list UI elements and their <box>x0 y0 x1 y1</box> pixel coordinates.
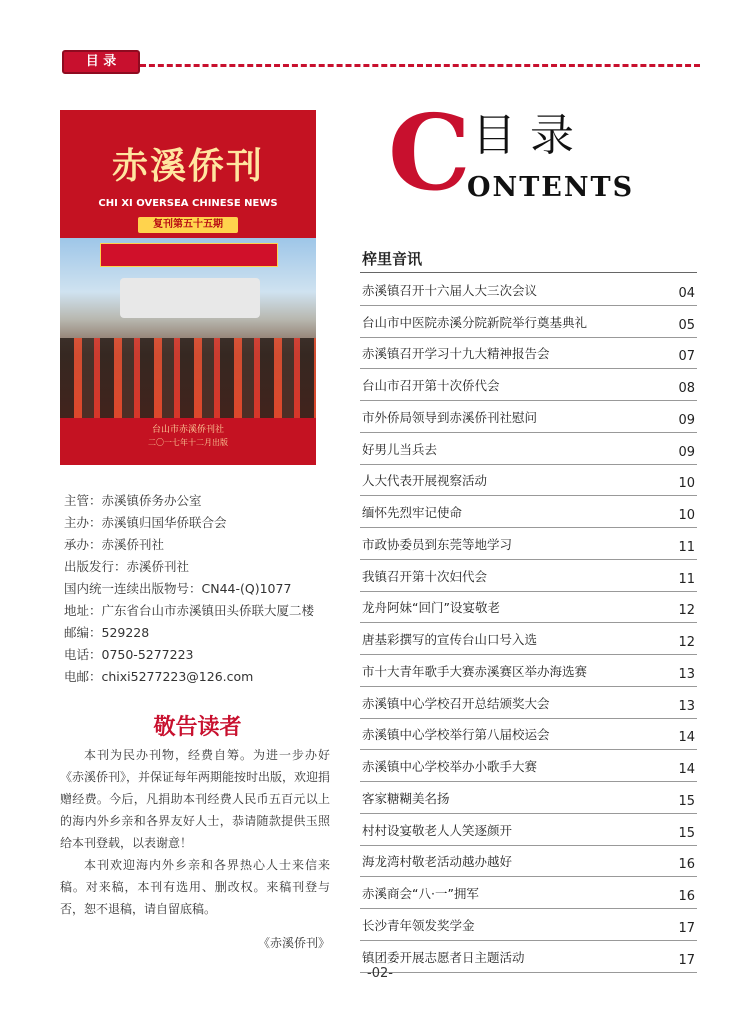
toc-row[interactable] <box>360 877 697 909</box>
toc-title: 人大代表开展视察活动 <box>362 473 488 489</box>
cover-subtitle: CHI XI OVERSEA CHINESE NEWS <box>98 198 278 209</box>
header-rule <box>140 64 700 67</box>
toc-title: 台山市中医院赤溪分院新院举行奠基典礼 <box>362 314 588 330</box>
toc-page: 10 <box>678 508 695 523</box>
toc-page: 09 <box>678 444 695 460</box>
toc-title: 我镇召开第十次妇代会 <box>362 568 488 584</box>
page-number: -02- <box>367 966 393 981</box>
toc-title: 村村设宴敬老人人笑逐颜开 <box>362 822 513 838</box>
toc-page: 15 <box>678 793 695 809</box>
notice-body <box>60 744 330 920</box>
toc-row[interactable] <box>360 846 697 878</box>
toc-row[interactable] <box>360 560 697 592</box>
toc-page: 07 <box>678 349 695 365</box>
toc-title: 赤溪镇中心学校举行第八届校运会 <box>362 727 550 743</box>
info-email: 电邮：chixi5277223@126.com <box>64 669 254 684</box>
toc-row[interactable] <box>360 274 697 306</box>
toc-row[interactable] <box>360 782 697 814</box>
toc-page: 17 <box>678 952 695 968</box>
notice-signature: 《赤溪侨刊》 <box>257 936 330 950</box>
toc-row[interactable] <box>360 592 697 624</box>
toc-row[interactable] <box>360 719 697 751</box>
cover-photo <box>60 238 316 418</box>
info-postcode: 邮编：529228 <box>64 625 150 640</box>
audience-crowd <box>60 338 316 418</box>
building-model <box>120 278 260 318</box>
toc-page: 16 <box>678 857 695 873</box>
info-supervisor: 主管：赤溪镇侨务办公室 <box>64 493 202 508</box>
toc-row[interactable] <box>360 623 697 655</box>
toc-page: 13 <box>678 666 695 682</box>
toc-title: 赤溪镇中心学校举办小歌手大赛 <box>362 759 538 774</box>
info-publisher: 出版发行：赤溪侨刊社 <box>64 559 190 574</box>
header-tab: 目 录 <box>62 50 140 74</box>
toc-page: 13 <box>678 698 695 714</box>
toc-title: 海龙湾村敬老活动越办越好 <box>362 854 513 870</box>
toc-page: 16 <box>678 889 695 904</box>
toc-title: 赤溪镇召开十六届人大三次会议 <box>362 282 538 298</box>
toc-row[interactable] <box>360 465 697 497</box>
notice-paragraph: 本刊为民办刊物，经费自筹。为进一步办好《赤溪侨刊》，并保证每年两期能按时出版，欢迎捐赠经费。今后，凡捐助本刊经费人民币五百元以上的海内外乡亲和各界友好人士，恭请随款提供玉照给本刊登载，以表谢意！ <box>60 748 331 850</box>
notice-paragraph: 本刊欢迎海内外乡亲和各界热心人士来信来稿。对来稿，本刊有选用、删改权。来稿刊登与否，恕不退稿，请自留底稿。 <box>60 858 330 916</box>
cover-date: 二〇一七年十二月出版 <box>148 438 228 447</box>
toc-page: 14 <box>678 730 695 746</box>
cover-image <box>60 110 316 465</box>
toc-title: 赤溪镇中心学校召开总结颁奖大会 <box>362 695 550 711</box>
section-rule <box>360 272 697 273</box>
toc-page: 17 <box>678 920 695 936</box>
toc-row[interactable] <box>360 814 697 846</box>
contents-big-letter: C <box>388 91 471 214</box>
toc-row[interactable] <box>360 369 697 401</box>
toc-page: 14 <box>678 762 695 777</box>
toc-row[interactable] <box>360 687 697 719</box>
toc-row[interactable] <box>360 433 697 465</box>
toc-row[interactable] <box>360 909 697 941</box>
info-address: 地址：广东省台山市赤溪镇田头侨联大厦二楼 <box>64 603 315 618</box>
toc-page: 12 <box>678 635 695 650</box>
toc-page: 11 <box>678 571 695 587</box>
toc-title: 市外侨局领导到赤溪侨刊社慰问 <box>362 409 538 425</box>
toc-title: 好男儿当兵去 <box>362 441 438 457</box>
toc-row[interactable] <box>360 401 697 433</box>
contents-title-cn: 目录 <box>472 110 588 161</box>
cover-publisher: 台山市赤溪侨刊社 <box>151 425 224 435</box>
cover-issue: 复刊第五十五期 <box>138 217 238 233</box>
toc-title: 镇团委开展志愿者日主题活动 <box>362 949 525 965</box>
toc-title: 长沙青年领发奖学金 <box>362 917 475 933</box>
toc-row[interactable] <box>360 655 697 687</box>
toc-title: 龙舟阿妹“回门”设宴敬老 <box>362 600 500 616</box>
notice-title: 敬告读者 <box>153 715 242 740</box>
toc-title: 赤溪商会“八·一”拥军 <box>362 886 479 901</box>
info-phone: 电话：0750-5277223 <box>64 647 194 662</box>
toc-title: 缅怀先烈牢记使命 <box>362 505 463 520</box>
toc-title: 赤溪镇召开学习十九大精神报告会 <box>362 346 550 362</box>
info-organizer: 承办：赤溪侨刊社 <box>64 537 165 552</box>
toc-page: 11 <box>678 539 695 555</box>
toc-row[interactable] <box>360 528 697 560</box>
toc-page: 05 <box>678 317 695 333</box>
toc-page: 12 <box>678 603 695 619</box>
toc-row[interactable] <box>360 496 697 528</box>
toc-page: 09 <box>678 412 695 428</box>
toc-row[interactable] <box>360 750 697 782</box>
toc-title: 台山市召开第十次侨代会 <box>362 378 500 393</box>
cover-title: 赤溪侨刊 <box>111 145 264 187</box>
toc-page: 10 <box>678 476 695 492</box>
toc-page: 15 <box>678 825 695 841</box>
toc-title: 客家糖糊美名扬 <box>362 790 450 806</box>
info-sponsor: 主办：赤溪镇归国华侨联合会 <box>64 515 227 530</box>
section-heading: 梓里音讯 <box>362 250 423 268</box>
table-of-contents <box>360 274 697 973</box>
toc-page: 08 <box>678 381 695 396</box>
ceremony-banner <box>100 243 278 267</box>
toc-row[interactable] <box>360 306 697 338</box>
contents-title-en: ONTENTS <box>467 172 635 203</box>
toc-page: 04 <box>678 285 695 301</box>
toc-row[interactable] <box>360 338 697 370</box>
toc-title: 市政协委员到东莞等地学习 <box>362 536 513 552</box>
toc-title: 市十大青年歌手大赛赤溪赛区举办海选赛 <box>362 663 588 679</box>
toc-row[interactable] <box>360 941 697 973</box>
info-serial-number: 国内统一连续出版物号：CN44-(Q)1077 <box>64 581 292 596</box>
toc-title: 唐基彩撰写的宣传台山口号入选 <box>362 632 538 647</box>
